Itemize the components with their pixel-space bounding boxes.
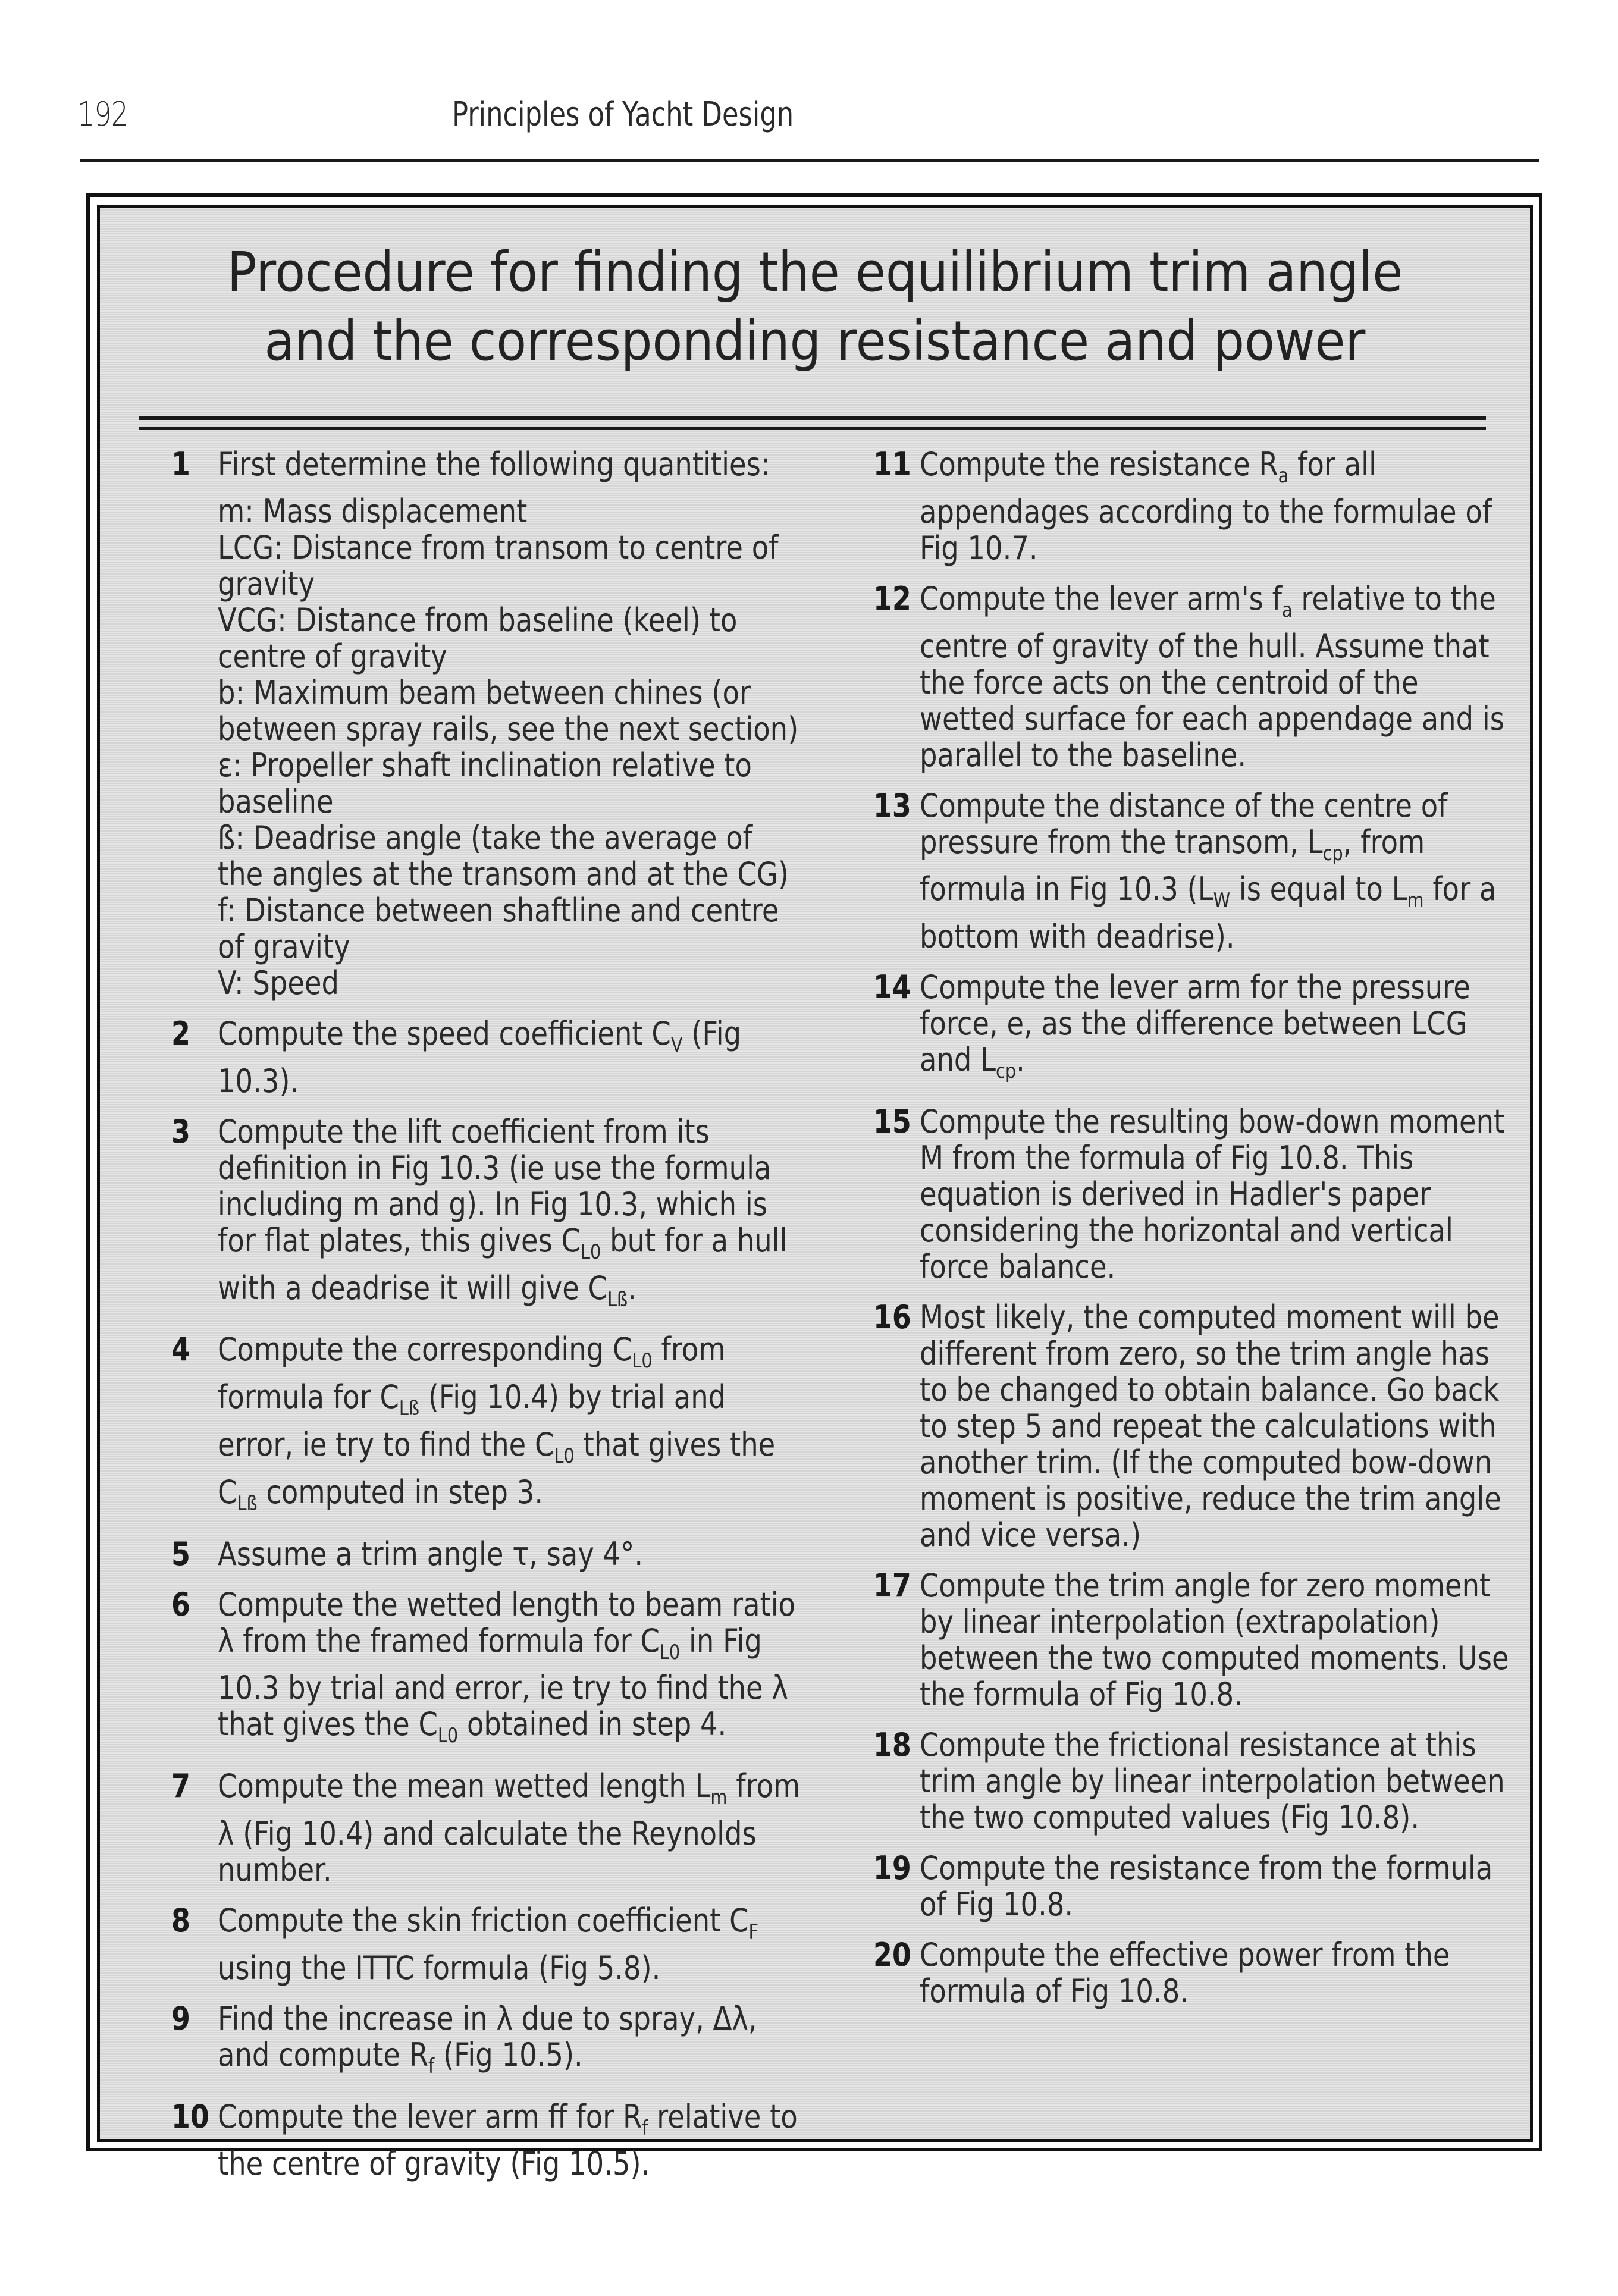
- procedure-step: [171, 1585, 796, 1754]
- step-text-main: Assume a trim angle τ, say 4°.: [218, 1535, 644, 1573]
- step-text-main: Compute the wetted length to beam ratio λ from the framed formula for $C_{L0}$ in Fig 10.3 by trial and error, ie try to find the λ that gives the $C_{L0}$ obtained in step 4.: [218, 1585, 796, 1748]
- procedure-step: [873, 446, 1492, 567]
- step-text-main: Compute the mean wetted length $L_m$ from λ (Fig 10.4) and calculate the Reynolds number.: [218, 1767, 801, 1889]
- quantity-definition: ß: Deadrise angle (take the average of the angles at the transom and at the CG): [218, 819, 789, 893]
- step-text-main: Compute the frictional resistance at this trim angle by linear interpolation between the two computed values (Fig 10.8).: [920, 1726, 1505, 1836]
- procedure-step: [171, 446, 799, 1002]
- procedure-step: [171, 1112, 788, 1318]
- procedure-step: [873, 969, 1480, 1089]
- running-head: Principles of Yacht Design: [452, 95, 794, 134]
- procedure-step: [171, 1536, 766, 1572]
- step-number: 10: [171, 2097, 209, 2135]
- procedure-step: [873, 1298, 1501, 1554]
- steps-right-column: [873, 446, 1509, 2024]
- step-text-main: Compute the resulting bow-down moment M from the formula of Fig 10.8. This equation is derived in Hadler's paper considering the horizontal and vertical force balance.: [920, 1102, 1505, 1285]
- quantity-definition: V: Speed: [218, 964, 339, 1002]
- step-number: 19: [873, 1849, 911, 1887]
- procedure-step: [873, 579, 1504, 774]
- procedure-box: [86, 193, 1542, 2183]
- procedure-step: [873, 1566, 1509, 1713]
- step-text: [920, 581, 1518, 773]
- title-rule-top: [139, 416, 1486, 420]
- step-text: [218, 1586, 806, 1754]
- step-text: [920, 446, 1518, 566]
- step-text: [920, 1727, 1518, 1836]
- step-number: 16: [873, 1298, 911, 1336]
- step-text-main: Compute the trim angle for zero moment by linear interpolation (extrapolation) between the two computed moments. Use the formula of Fig 10.8.: [920, 1566, 1509, 1713]
- step-text-main: Compute the lever arm ff for $R_f$ relative to the centre of gravity (Fig 10.5).: [218, 2097, 798, 2183]
- step-number: 1: [171, 446, 190, 483]
- procedure-step: [171, 1767, 801, 1889]
- step-number: 3: [171, 1112, 190, 1150]
- step-text: [920, 1567, 1518, 1712]
- step-text: [218, 1114, 806, 1318]
- step-text: [920, 969, 1518, 1089]
- step-text: [218, 1902, 806, 1986]
- quantity-definition: ε: Propeller shaft inclination relative to baseline: [218, 746, 752, 820]
- step-text: [218, 2099, 806, 2182]
- step-number: 7: [171, 1767, 190, 1805]
- step-text-main: Compute the lever arm for the pressure force, e, as the difference between LCG and $L_{cp}$.: [920, 968, 1470, 1083]
- step-text-main: Compute the corresponding $C_{L0}$ from formula for $C_{Lß}$ (Fig 10.4) by trial and error, ie try to find the $C_{L0}$ that gives the $C_{Lß}$ computed in step 3.: [218, 1331, 776, 1515]
- step-number: 5: [171, 1535, 190, 1573]
- step-text: [920, 1103, 1518, 1285]
- step-text: [218, 1015, 806, 1099]
- step-text: [218, 446, 806, 1001]
- procedure-box-inner: [97, 205, 1533, 2183]
- quantity-definitions: [218, 493, 806, 1001]
- header-rule: [80, 159, 1539, 162]
- quantity-definition: LCG: Distance from transom to centre of gravity: [218, 529, 779, 603]
- procedure-step: [171, 2097, 798, 2183]
- step-text: [218, 1536, 806, 1572]
- quantity-definition: f: Distance between shaftline and centre of gravity: [218, 892, 779, 965]
- step-number: 6: [171, 1585, 190, 1623]
- step-text: [218, 1768, 806, 1888]
- step-number: 14: [873, 968, 911, 1006]
- step-text: [218, 1331, 806, 1521]
- procedure-step: [873, 1102, 1505, 1285]
- step-text-main: First determine the following quantities:: [218, 446, 770, 483]
- procedure-step: [171, 1331, 776, 1521]
- title-rule-bottom: [139, 427, 1486, 430]
- step-number: 20: [873, 1936, 911, 1974]
- procedure-step: [171, 1015, 766, 1099]
- step-text-main: Compute the speed coefficient $C_V$ (Fig 10.3).: [218, 1015, 742, 1100]
- step-number: 15: [873, 1102, 911, 1140]
- box-title-line-1: Procedure for finding the equilibrium trim angle: [227, 240, 1403, 304]
- page-number: 192: [77, 95, 128, 134]
- step-text-main: Compute the lift coefficient from its definition in Fig 10.3 (ie use the formula including m and g). In Fig 10.3, which is for flat plates, this gives $C_{L0}$ but for a hull with a deadrise it will give $C_{Lß}$.: [218, 1112, 788, 1311]
- step-number: 13: [873, 786, 911, 824]
- step-number: 8: [171, 1901, 190, 1939]
- procedure-step: [873, 1726, 1505, 1836]
- step-number: 12: [873, 579, 911, 617]
- step-number: 18: [873, 1726, 911, 1764]
- step-number: 9: [171, 1999, 190, 2037]
- step-number: 17: [873, 1566, 911, 1604]
- step-text-main: Find the increase in λ due to spray, Δλ, and compute $R_f$ (Fig 10.5).: [218, 1999, 757, 2078]
- step-text: [920, 1937, 1518, 2009]
- step-text-main: Compute the effective power from the formula of Fig 10.8.: [920, 1936, 1450, 2010]
- procedure-step: [873, 1937, 1480, 2009]
- step-text-main: Compute the distance of the centre of pressure from the transom, $L_{cp}$, from formula in Fig 10.3 ($L_W$ is equal to $L_m$ for a bottom with deadrise).: [920, 786, 1497, 956]
- step-text: [920, 1850, 1518, 1922]
- quantity-definition: b: Maximum beam between chines (or between spray rails, see the next section): [218, 674, 799, 748]
- steps-left-column: [171, 446, 801, 2196]
- step-text: [218, 2000, 806, 2084]
- procedure-step: [171, 1902, 766, 1986]
- procedure-step: [873, 786, 1497, 956]
- box-title-line-2: and the corresponding resistance and power: [264, 309, 1366, 373]
- procedure-step: [873, 1849, 1493, 1923]
- quantity-definition: m: Mass displacement: [218, 493, 528, 530]
- box-title: [100, 238, 1530, 376]
- procedure-step: [171, 2000, 766, 2084]
- quantity-definition: VCG: Distance from baseline (keel) to centre of gravity: [218, 601, 738, 675]
- step-text-main: Compute the lever arm's $f_a$ relative to the centre of gravity of the hull. Assume that the force acts on the centroid of the wetted surface for each appendage and is parallel to the baseline.: [920, 579, 1504, 774]
- step-number: 2: [171, 1015, 190, 1052]
- step-text: [920, 788, 1518, 955]
- step-text-main: Compute the skin friction coefficient $C_F$ using the ITTC formula (Fig 5.8).: [218, 1901, 759, 1987]
- step-number: 11: [873, 446, 911, 483]
- step-text-main: Most likely, the computed moment will be different from zero, so the trim angle has to be changed to obtain balance. Go back to step 5 and repeat the calculations with another trim. (If the computed bow-down moment is positive, reduce the trim angle and vice versa.): [920, 1298, 1501, 1554]
- step-text-main: Compute the resistance from the formula of Fig 10.8.: [920, 1849, 1493, 1923]
- step-text: [920, 1299, 1518, 1553]
- step-number: 4: [171, 1331, 190, 1369]
- step-text-main: Compute the resistance $R_a$ for all appendages according to the formulae of Fig 10.7.: [920, 446, 1492, 567]
